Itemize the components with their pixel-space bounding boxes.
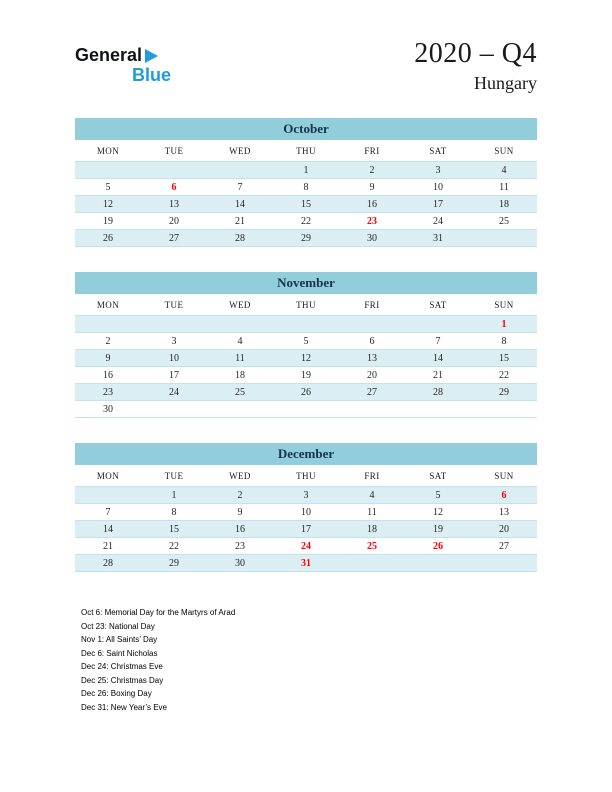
day-cell: 28 xyxy=(103,557,113,569)
day-cell: 23 xyxy=(103,386,113,398)
week-row xyxy=(75,333,537,350)
holiday-date: 31 xyxy=(301,557,311,569)
day-cell xyxy=(273,538,339,555)
day-cell: 14 xyxy=(103,523,113,535)
day-cell: 27 xyxy=(367,386,377,398)
day-cell: 3 xyxy=(171,335,177,347)
day-cell: 19 xyxy=(301,369,311,381)
day-cell xyxy=(405,538,471,555)
holiday-list-item: Nov 1: All Saints’ Day xyxy=(81,635,158,644)
weekday-header xyxy=(75,294,537,316)
week-row xyxy=(75,504,537,521)
day-cell xyxy=(273,316,339,333)
general-blue-logo xyxy=(75,38,171,85)
day-cell xyxy=(405,401,471,418)
day-cell: 20 xyxy=(367,369,377,381)
country-subtitle: Hungary xyxy=(474,73,537,93)
day-cell: 20 xyxy=(169,215,179,227)
quarter-title: 2020 – Q4 xyxy=(414,38,537,69)
weekday-header-row xyxy=(75,140,537,162)
week-row xyxy=(75,538,537,555)
day-cell: 11 xyxy=(235,352,245,364)
week-row xyxy=(75,213,537,230)
day-cell: 25 xyxy=(499,215,509,227)
week-row xyxy=(75,230,537,247)
day-cell: 15 xyxy=(169,523,179,535)
day-cell: 18 xyxy=(367,523,377,535)
months-container xyxy=(75,118,537,572)
weekday-header-row xyxy=(75,465,537,487)
day-cell xyxy=(471,316,537,333)
weekday-label: WED xyxy=(229,146,251,156)
day-cell: 29 xyxy=(301,232,311,244)
day-cell: 4 xyxy=(501,164,507,176)
day-cell xyxy=(339,401,405,418)
day-cell: 28 xyxy=(235,232,245,244)
week-row xyxy=(75,401,537,418)
day-cell: 10 xyxy=(433,181,443,193)
weekday-label: SUN xyxy=(494,300,514,310)
day-cell: 11 xyxy=(367,506,377,518)
day-cell: 31 xyxy=(433,232,443,244)
week-row xyxy=(75,384,537,401)
day-cell: 16 xyxy=(103,369,113,381)
day-cell: 10 xyxy=(301,506,311,518)
day-cell: 5 xyxy=(435,489,441,501)
day-cell xyxy=(141,316,207,333)
holiday-list-item: Dec 26: Boxing Day xyxy=(81,689,152,698)
holiday-list-item: Oct 6: Memorial Day for the Martyrs of Arad xyxy=(81,608,236,617)
week-row xyxy=(75,350,537,367)
holiday-date: 1 xyxy=(501,318,507,330)
day-cell: 30 xyxy=(103,403,113,415)
day-cell: 3 xyxy=(435,164,441,176)
week-row xyxy=(75,367,537,384)
day-cell: 15 xyxy=(301,198,311,210)
month-october xyxy=(75,118,537,247)
day-cell: 18 xyxy=(235,369,245,381)
day-cell xyxy=(471,230,537,247)
weekday-label: THU xyxy=(296,300,316,310)
weekday-label: MON xyxy=(96,146,120,156)
day-cell xyxy=(141,179,207,196)
day-cell: 4 xyxy=(237,335,243,347)
day-cell: 4 xyxy=(369,489,375,501)
weekday-header xyxy=(75,140,537,162)
weekday-label: TUE xyxy=(164,471,184,481)
day-cell: 14 xyxy=(433,352,443,364)
day-cell: 29 xyxy=(499,386,509,398)
day-cell xyxy=(75,162,141,179)
day-cell: 1 xyxy=(171,489,177,501)
day-cell: 12 xyxy=(103,198,113,210)
day-cell xyxy=(339,316,405,333)
day-cell: 3 xyxy=(303,489,309,501)
weekday-label: SAT xyxy=(429,471,447,481)
day-cell: 7 xyxy=(237,181,243,193)
day-cell: 22 xyxy=(499,369,509,381)
week-row xyxy=(75,487,537,504)
holiday-date: 26 xyxy=(433,540,443,552)
week-row xyxy=(75,179,537,196)
day-cell: 16 xyxy=(367,198,377,210)
day-cell: 14 xyxy=(235,198,245,210)
day-cell: 30 xyxy=(367,232,377,244)
day-cell: 17 xyxy=(169,369,179,381)
holiday-list xyxy=(75,606,537,714)
day-cell xyxy=(405,555,471,572)
day-cell xyxy=(339,213,405,230)
month-body xyxy=(75,316,537,418)
day-cell: 9 xyxy=(237,506,243,518)
day-cell: 2 xyxy=(237,489,243,501)
month-december xyxy=(75,443,537,572)
holiday-date: 6 xyxy=(501,489,507,501)
weekday-label: FRI xyxy=(364,300,380,310)
weekday-label: WED xyxy=(229,471,251,481)
day-cell: 17 xyxy=(301,523,311,535)
day-cell xyxy=(471,487,537,504)
day-cell: 19 xyxy=(103,215,113,227)
logo-row xyxy=(75,46,171,65)
weekday-label: MON xyxy=(96,471,120,481)
logo-text-general: General xyxy=(75,45,143,65)
day-cell xyxy=(75,487,141,504)
day-cell: 7 xyxy=(435,335,441,347)
weekday-label: SUN xyxy=(494,146,514,156)
day-cell: 13 xyxy=(499,506,509,518)
weekday-label: SAT xyxy=(429,146,447,156)
day-cell: 7 xyxy=(105,506,111,518)
day-cell: 21 xyxy=(433,369,443,381)
day-cell: 15 xyxy=(499,352,509,364)
day-cell: 27 xyxy=(169,232,179,244)
day-cell xyxy=(75,316,141,333)
day-cell: 17 xyxy=(433,198,443,210)
calendar-table xyxy=(75,140,537,247)
day-cell: 21 xyxy=(235,215,245,227)
title-block xyxy=(414,38,537,94)
day-cell: 28 xyxy=(433,386,443,398)
day-cell: 18 xyxy=(499,198,509,210)
month-body xyxy=(75,487,537,572)
day-cell xyxy=(141,162,207,179)
calendar-table xyxy=(75,294,537,418)
weekday-label: FRI xyxy=(364,146,380,156)
weekday-header-row xyxy=(75,294,537,316)
logo-text-blue: Blue xyxy=(132,64,172,85)
day-cell: 26 xyxy=(103,232,113,244)
holiday-list-item: Dec 24: Christmas Eve xyxy=(81,662,163,671)
day-cell: 11 xyxy=(499,181,509,193)
day-cell: 27 xyxy=(499,540,509,552)
day-cell: 6 xyxy=(369,335,375,347)
day-cell: 2 xyxy=(369,164,375,176)
day-cell xyxy=(471,555,537,572)
week-row xyxy=(75,521,537,538)
holiday-date: 25 xyxy=(367,540,377,552)
month-title: October xyxy=(75,118,537,140)
day-cell: 8 xyxy=(303,181,309,193)
logo-triangle-icon xyxy=(145,49,158,63)
calendar-table xyxy=(75,465,537,572)
holiday-list-item: Dec 6: Saint Nicholas xyxy=(81,648,158,658)
day-cell: 19 xyxy=(433,523,443,535)
day-cell: 5 xyxy=(303,335,309,347)
day-cell xyxy=(207,162,273,179)
month-november xyxy=(75,272,537,418)
day-cell: 5 xyxy=(105,181,111,193)
weekday-label: TUE xyxy=(164,146,184,156)
day-cell xyxy=(273,555,339,572)
month-title: December xyxy=(75,443,537,465)
week-row xyxy=(75,196,537,213)
weekday-header xyxy=(75,465,537,487)
day-cell xyxy=(471,401,537,418)
day-cell xyxy=(207,401,273,418)
holiday-date: 24 xyxy=(301,540,311,552)
day-cell xyxy=(141,401,207,418)
day-cell: 21 xyxy=(103,540,113,552)
day-cell: 20 xyxy=(499,523,509,535)
week-row xyxy=(75,555,537,572)
page-header xyxy=(75,38,537,94)
day-cell: 29 xyxy=(169,557,179,569)
weekday-label: WED xyxy=(229,300,251,310)
day-cell: 24 xyxy=(433,215,443,227)
day-cell: 1 xyxy=(303,164,309,176)
week-row xyxy=(75,316,537,333)
day-cell: 13 xyxy=(367,352,377,364)
day-cell xyxy=(207,316,273,333)
holiday-list-item: Dec 31: New Year’s Eve xyxy=(81,702,167,712)
month-title: November xyxy=(75,272,537,294)
day-cell: 13 xyxy=(169,198,179,210)
weekday-label: MON xyxy=(96,300,120,310)
day-cell: 8 xyxy=(501,335,507,347)
weekday-label: TUE xyxy=(164,300,184,310)
holiday-list-item: Oct 23: National Day xyxy=(81,621,155,631)
day-cell: 9 xyxy=(369,181,375,193)
day-cell: 16 xyxy=(235,523,245,535)
day-cell: 30 xyxy=(235,557,245,569)
day-cell: 12 xyxy=(433,506,443,518)
weekday-label: THU xyxy=(296,146,316,156)
day-cell xyxy=(339,555,405,572)
holiday-date: 23 xyxy=(367,215,377,227)
day-cell: 25 xyxy=(235,386,245,398)
day-cell xyxy=(339,538,405,555)
weekday-label: FRI xyxy=(364,471,380,481)
day-cell: 24 xyxy=(169,386,179,398)
day-cell xyxy=(273,401,339,418)
weekday-label: SAT xyxy=(429,300,447,310)
weekday-label: THU xyxy=(296,471,316,481)
day-cell xyxy=(405,316,471,333)
day-cell: 12 xyxy=(301,352,311,364)
holiday-date: 6 xyxy=(171,181,177,193)
day-cell: 23 xyxy=(235,540,245,552)
day-cell: 22 xyxy=(301,215,311,227)
day-cell: 2 xyxy=(105,335,111,347)
day-cell: 26 xyxy=(301,386,311,398)
weekday-label: SUN xyxy=(494,471,514,481)
week-row xyxy=(75,162,537,179)
day-cell: 22 xyxy=(169,540,179,552)
day-cell: 8 xyxy=(171,506,177,518)
holiday-list-item: Dec 25: Christmas Day xyxy=(81,675,164,685)
day-cell: 10 xyxy=(169,352,179,364)
month-body xyxy=(75,162,537,247)
day-cell: 9 xyxy=(105,352,111,364)
